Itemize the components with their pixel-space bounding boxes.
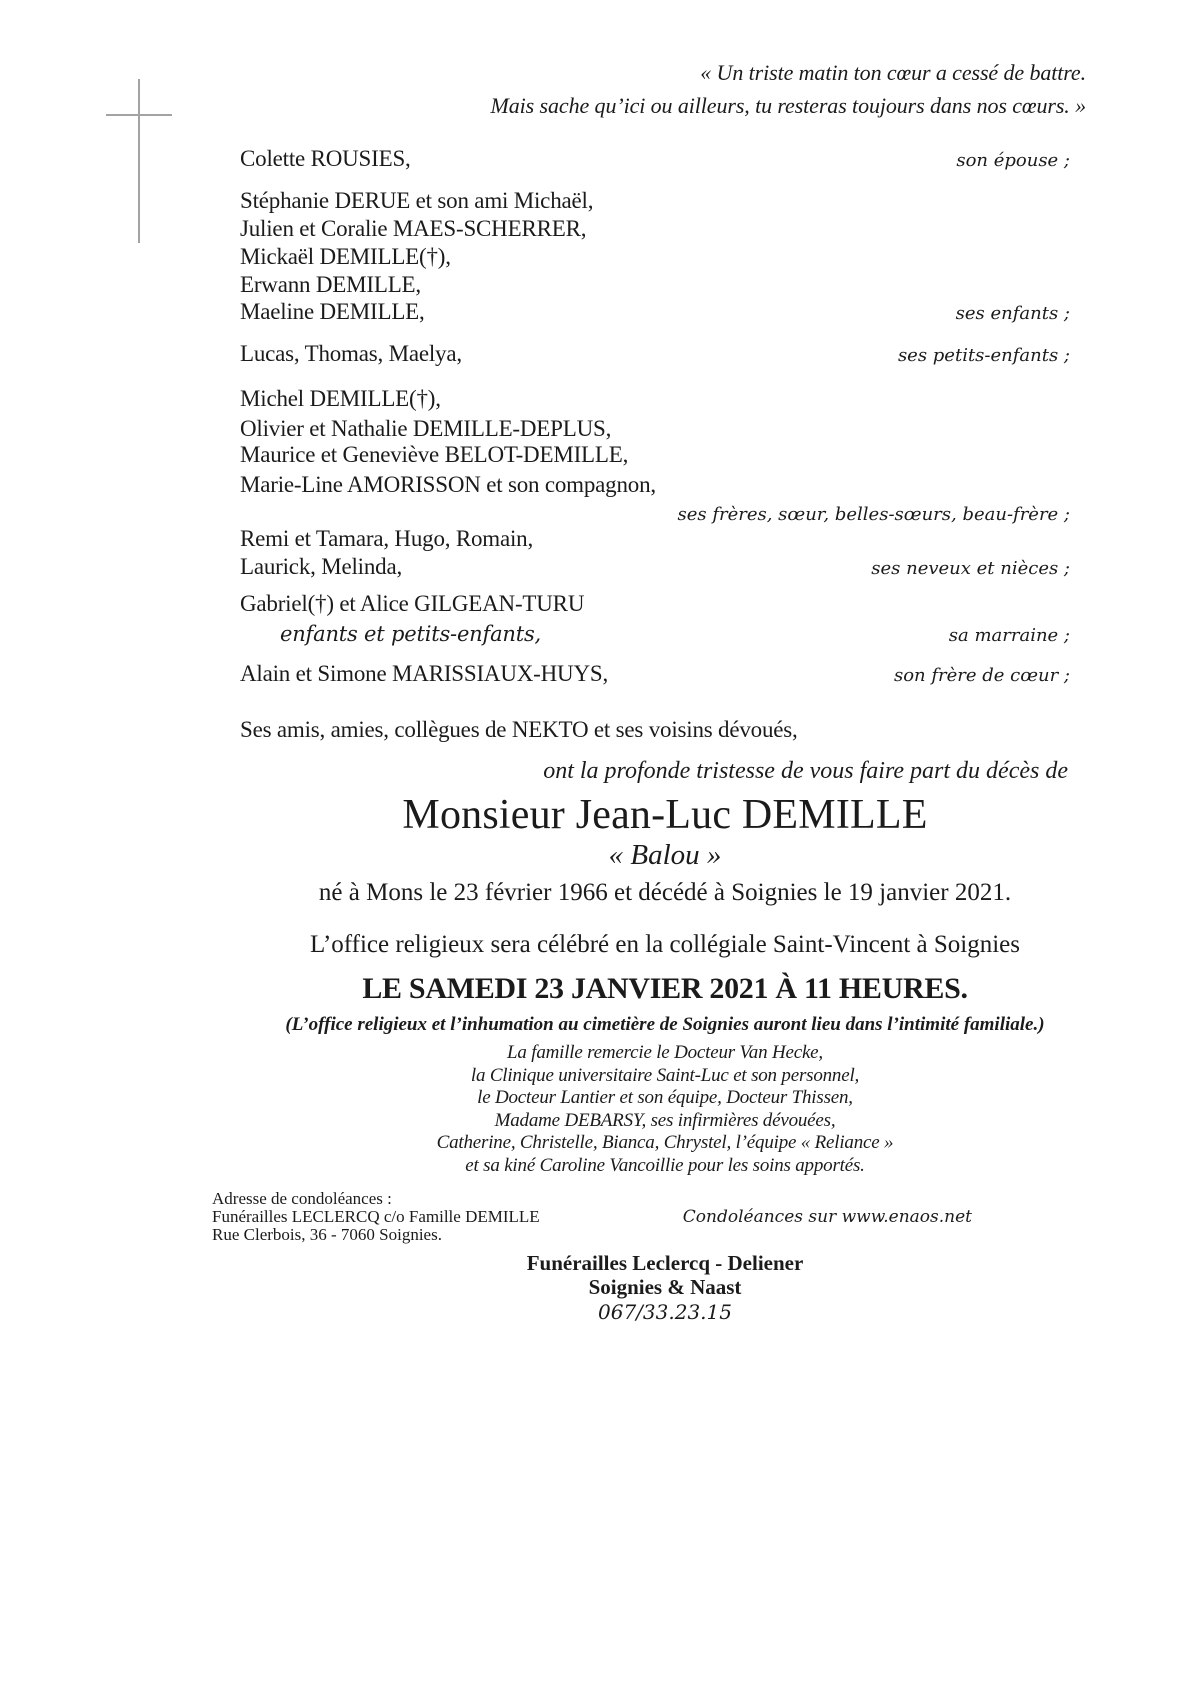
family-row-spouse	[240, 144, 1070, 174]
private-ceremony-note: (L’office religieux et l’inhumation au cimetière de Soignies auront lieu dans l’intimité familiale.)	[285, 1014, 1045, 1035]
cross-horizontal-bar	[106, 114, 172, 116]
family-row-friends	[240, 715, 1070, 745]
relation-label: ses enfants ;	[955, 303, 1070, 324]
relation-label: son épouse ;	[956, 150, 1070, 171]
family-row-nieces	[240, 552, 1070, 582]
thanks-line: La famille remercie le Docteur Van Hecke,	[507, 1042, 823, 1063]
family-names: Erwann DEMILLE,	[240, 272, 421, 297]
condolence-address-line2: Rue Clerbois, 36 - 7060 Soignies.	[212, 1225, 442, 1245]
thanks-line: Madame DEBARSY, ses infirmières dévouées,	[494, 1109, 836, 1131]
relation-label: ses neveux et nièces ;	[871, 558, 1070, 579]
family-row	[240, 242, 1070, 272]
deceased-name: Monsieur Jean-Luc DEMILLE	[402, 792, 928, 838]
funeral-home-phone: 067/33.23.15	[598, 1300, 732, 1324]
family-names: Gabriel(†) et Alice GILGEAN-TURU	[240, 591, 585, 616]
thanks-line: et sa kiné Caroline Vancoillie pour les soins apportés.	[465, 1154, 865, 1176]
family-row	[240, 440, 1070, 470]
family-names: Marie-Line AMORISSON et son compagnon,	[240, 472, 656, 497]
ceremony-date-line: LE SAMEDI 23 JANVIER 2021 À 11 HEURES.	[362, 972, 968, 1005]
ceremony-location-line: L’office religieux sera célébré en la collégiale Saint-Vincent à Soignies	[309, 931, 1021, 958]
family-row-grandchildren	[240, 339, 1070, 369]
family-row	[240, 214, 1070, 244]
condolence-address-heading: Adresse de condoléances :	[212, 1189, 392, 1208]
condolence-address-block	[212, 1190, 540, 1245]
deceased-nickname: « Balou »	[608, 839, 722, 871]
family-row-children	[240, 297, 1070, 327]
family-names: Stéphanie DERUE et son ami Michaël,	[240, 188, 594, 213]
family-names: enfants et petits-enfants,	[280, 622, 542, 646]
birth-death-line: né à Mons le 23 février 1966 et décédé à Soignies le 19 janvier 2021.	[318, 879, 1012, 906]
family-row	[240, 589, 1070, 619]
family-names: Olivier et Nathalie DEMILLE-DEPLUS,	[240, 416, 612, 441]
family-names: Maeline DEMILLE,	[240, 299, 425, 324]
epitaph-quote-line1: « Un triste matin ton cœur a cessé de battre.	[700, 60, 1086, 85]
family-names: Laurick, Melinda,	[240, 554, 403, 579]
family-names: Michel DEMILLE(†),	[240, 386, 441, 411]
family-names: Mickaël DEMILLE(†),	[240, 244, 451, 269]
online-condolences-note: Condoléances sur www.enaos.net	[682, 1207, 972, 1227]
family-names: Julien et Coralie MAES-SCHERRER,	[240, 216, 587, 241]
family-row	[240, 186, 1070, 216]
family-names: Lucas, Thomas, Maelya,	[240, 341, 462, 366]
family-names: Alain et Simone MARISSIAUX-HUYS,	[240, 661, 608, 686]
epitaph-quote-line2: Mais sache qu’ici ou ailleurs, tu resteras toujours dans nos cœurs. »	[490, 93, 1086, 118]
funeral-home-name: Funérailles Leclercq - Deliener	[526, 1251, 804, 1275]
family-row	[240, 470, 1070, 500]
thanks-line: Catherine, Christelle, Bianca, Chrystel, l’équipe « Reliance »	[436, 1132, 894, 1153]
condolence-address-line1: Funérailles LECLERCQ c/o Famille DEMILLE	[212, 1207, 540, 1227]
thanks-line: la Clinique universitaire Saint-Luc et son personnel,	[470, 1064, 860, 1086]
family-names: Ses amis, amies, collègues de NEKTO et ses voisins dévoués,	[240, 717, 798, 742]
family-names: Maurice et Geneviève BELOT-DEMILLE,	[240, 442, 629, 467]
thanks-block	[205, 1042, 1125, 1177]
family-row	[240, 524, 1070, 554]
relation-label: son frère de cœur ;	[893, 665, 1070, 686]
relation-label: sa marraine ;	[948, 625, 1070, 646]
family-row-heart-brother	[240, 659, 1070, 689]
thanks-line: le Docteur Lantier et son équipe, Docteur Thissen,	[477, 1087, 853, 1108]
announcement-intro: ont la profonde tristesse de vous faire part du décès de	[543, 758, 1068, 784]
relation-label: ses frères, sœur, belles-sœurs, beau-frère ;	[677, 504, 1070, 525]
relation-label: ses petits-enfants ;	[897, 345, 1070, 366]
family-row	[240, 384, 1070, 414]
family-names: Colette ROUSIES,	[240, 146, 411, 171]
epitaph-quote	[200, 56, 1086, 122]
family-names: Remi et Tamara, Hugo, Romain,	[240, 526, 534, 551]
funeral-home-city: Soignies & Naast	[588, 1275, 742, 1299]
cross-vertical-bar	[138, 79, 140, 243]
family-row	[240, 270, 1070, 300]
family-row-godmother	[240, 619, 1070, 649]
